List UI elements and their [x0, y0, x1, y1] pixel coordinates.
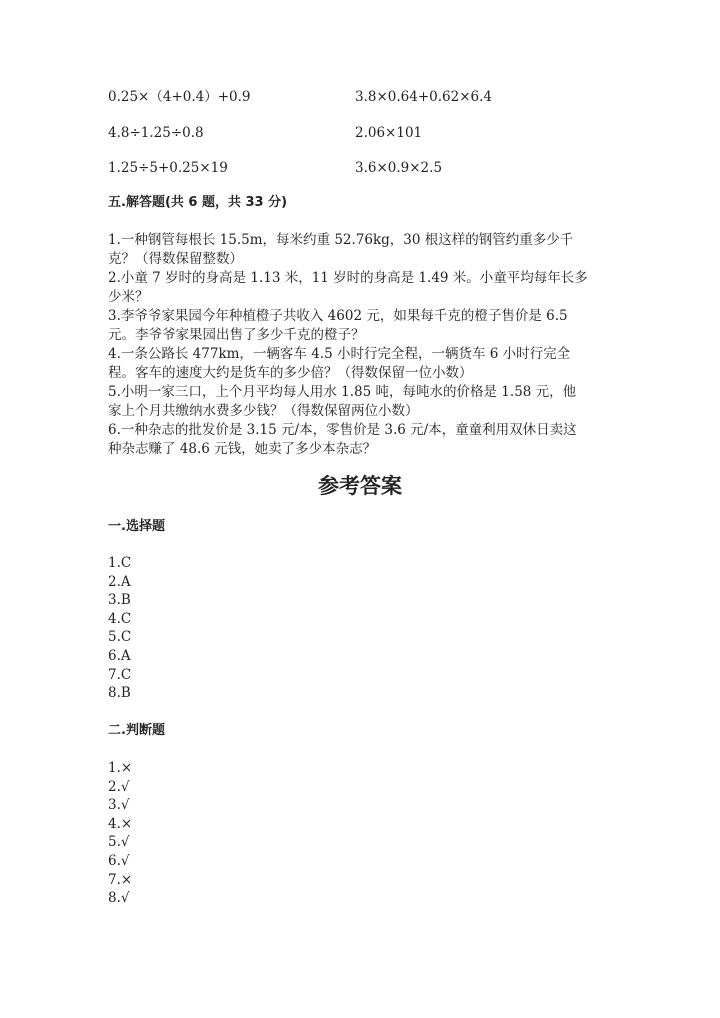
calc-expression: 4.8÷1.25÷0.8	[108, 124, 204, 141]
answer-item: 2.√	[108, 778, 130, 795]
calc-expression: 3.8×0.64+0.62×6.4	[355, 89, 492, 105]
answer-item: 8.B	[108, 685, 131, 702]
answer-item: 5.C	[108, 629, 132, 646]
calc-expression: 3.6×0.9×2.5	[355, 160, 443, 176]
answer-item: 5.√	[108, 834, 130, 851]
answer-item: 4.C	[108, 610, 132, 627]
answer-item: 3.B	[108, 592, 131, 609]
problem-line: 家上个月共缴纳水费多少钱？（得数保留两位小数）	[108, 403, 419, 419]
problem-line: 2.小童 7 岁时的身高是 1.13 米，11 岁时的身高是 1.49 米。小童平均每年长多	[108, 270, 588, 286]
calc-expression: 0.25×（4+0.4）+0.9	[108, 89, 251, 105]
answer-item: 6.√	[108, 853, 130, 869]
problem-line: 元。李爷爷家果园出售了多少千克的橙子？	[108, 327, 365, 343]
answer-item: 7.×	[108, 871, 133, 888]
problem-line: 6.一种杂志的批发价是 3.15 元/本，零售价是 3.6 元/本，童童利用双休日卖这	[108, 422, 577, 438]
answers-title: 参考答案	[318, 474, 402, 498]
problem-line: 程。客车的速度大约是货车的多少倍？（得数保留一位小数）	[108, 365, 473, 381]
answer-item: 1.×	[108, 760, 133, 776]
section-heading: 五.解答题(共 6 题，共 33 分)	[108, 195, 288, 210]
calc-expression: 2.06×101	[355, 124, 423, 141]
calc-expression: 1.25÷5+0.25×19	[108, 160, 228, 176]
problem-line: 3.李爷爷家果园今年种植橙子共收入 4602 元，如果每千克的橙子售价是 6.5	[108, 308, 568, 324]
problem-line: 4.一条公路长 477km，一辆客车 4.5 小时行完全程，一辆货车 6 小时行完全	[108, 346, 571, 362]
problem-line: 种杂志赚了 48.6 元钱，她卖了多少本杂志？	[108, 441, 377, 457]
answer-item: 8.√	[108, 890, 130, 907]
answer-item: 6.A	[108, 648, 131, 664]
problem-line: 1.一种钢管每根长 15.5m，每米约重 52.76kg，30 根这样的钢管约重多少千	[108, 232, 574, 248]
answer-item: 3.√	[108, 797, 130, 814]
answer-item: 2.A	[108, 573, 131, 590]
problem-line: 5.小明一家三口，上个月平均每人用水 1.85 吨，每吨水的价格是 1.58 元，他	[108, 384, 577, 400]
section-heading: 二.判断题	[108, 723, 165, 738]
problem-line: 少米？	[108, 289, 149, 305]
answer-item: 4.×	[108, 815, 133, 832]
problem-line: 克？（得数保留整数）	[108, 251, 243, 267]
answer-item: 1.C	[108, 555, 132, 571]
answer-item: 7.C	[108, 666, 132, 683]
section-heading: 一.选择题	[108, 519, 165, 534]
